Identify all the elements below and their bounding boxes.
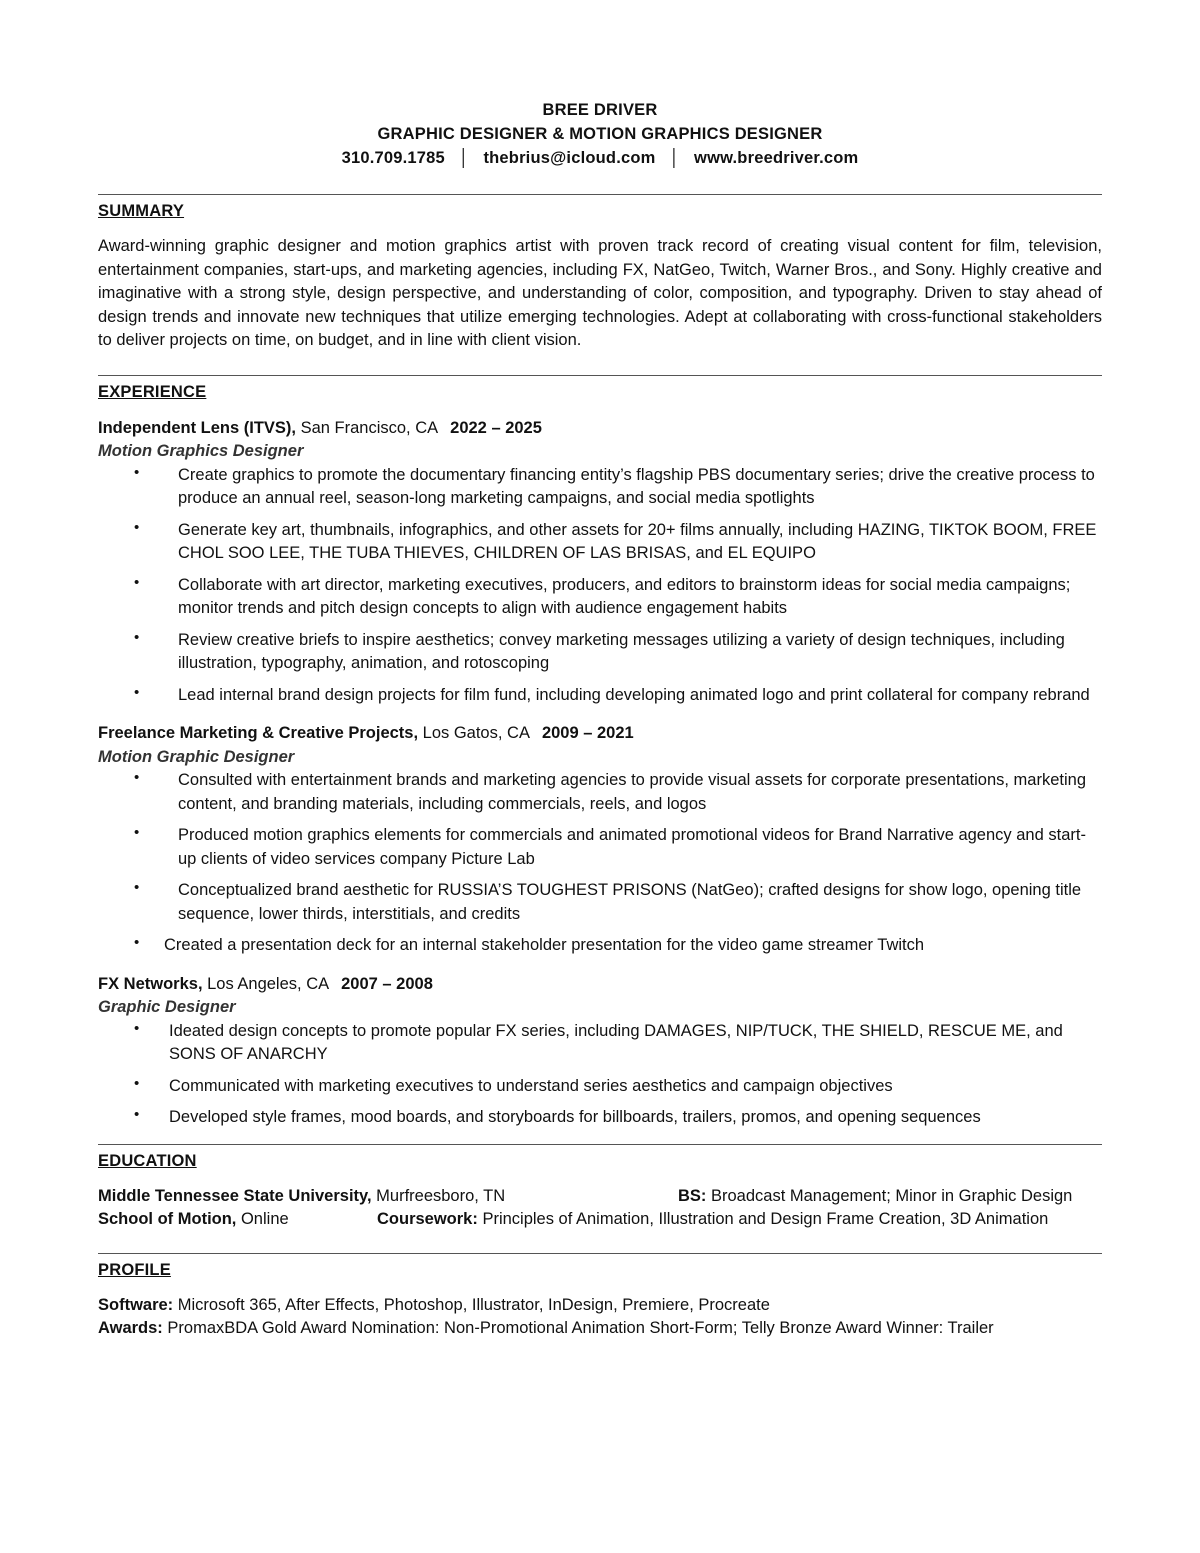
- software-list: Microsoft 365, After Effects, Photoshop, Illustrator, InDesign, Premiere, Procreate: [173, 1295, 770, 1314]
- summary-section: [98, 194, 1102, 353]
- job-dates: 2007 – 2008: [341, 974, 433, 993]
- phone-number: 310.709.1785: [341, 149, 445, 167]
- experience-section: [98, 375, 1102, 1130]
- job-entry: [98, 722, 1102, 958]
- section-heading-education: EDUCATION: [98, 1151, 197, 1170]
- job-bullet: • Communicated with marketing executives to understand series aesthetics and campaign objectives: [98, 1075, 1102, 1099]
- job-dates: 2022 – 2025: [450, 418, 542, 437]
- job-header: [98, 973, 1102, 997]
- job-bullet-list: [98, 769, 1102, 958]
- resume-page: [98, 98, 1102, 1341]
- education-section: [98, 1144, 1102, 1232]
- software-label: Software:: [98, 1295, 174, 1314]
- job-org: FX Networks,: [98, 974, 203, 993]
- job-bullet: • Conceptualized brand aesthetic for RUSSIA’S TOUGHEST PRISONS (NatGeo); crafted designs for show logo, opening title sequence, lower thirds, interstitials, and credits: [98, 879, 1102, 926]
- section-divider: [98, 1144, 1102, 1145]
- website-url: www.breedriver.com: [694, 149, 859, 167]
- education-list: [98, 1185, 1102, 1232]
- job-dates: 2009 – 2021: [541, 724, 634, 742]
- awards-list: PromaxBDA Gold Award Nomination: Non-Promotional Animation Short-Form; Telly Bronze Award Winner: Trailer: [162, 1319, 994, 1337]
- job-bullet: • Consulted with entertainment brands and marketing agencies to provide visual assets for corporate presentations, marketing content, and branding materials, including commercials, reels, and logos: [98, 769, 1102, 816]
- school-location: Online: [236, 1210, 289, 1228]
- section-heading-profile: PROFILE: [98, 1260, 171, 1279]
- job-bullet: • Review creative briefs to inspire aesthetics; convey marketing messages utilizing a variety of design techniques, including illustration, typography, animation, and rotoscoping: [98, 629, 1102, 676]
- education-row: [98, 1185, 1102, 1209]
- job-title: Motion Graphics Designer: [98, 442, 304, 460]
- job-bullet: • Created a presentation deck for an internal stakeholder presentation for the video game streamer Twitch: [98, 934, 1102, 958]
- school-name: Middle Tennessee State University,: [98, 1186, 372, 1205]
- contact-line: [98, 146, 1102, 170]
- software-row: [98, 1294, 1102, 1318]
- coursework-label: Coursework:: [377, 1210, 478, 1228]
- job-entry: [98, 417, 1102, 708]
- job-location: Los Gatos, CA: [418, 724, 530, 742]
- coursework-info: [377, 1208, 1048, 1232]
- job-header: [98, 417, 1102, 441]
- email-address: thebrius@icloud.com: [483, 149, 656, 167]
- contact-separator: │: [458, 149, 470, 167]
- section-divider: [98, 194, 1102, 195]
- candidate-name: BREE DRIVER: [542, 101, 658, 119]
- awards-label: Awards:: [98, 1319, 163, 1337]
- candidate-title: GRAPHIC DESIGNER & MOTION GRAPHICS DESIGNER: [377, 125, 823, 143]
- job-bullet: • Lead internal brand design projects for film fund, including developing animated logo and print collateral for company rebrand: [98, 684, 1102, 708]
- profile-section: [98, 1253, 1102, 1341]
- job-org: Freelance Marketing & Creative Projects,: [98, 724, 419, 742]
- job-bullet: • Produced motion graphics elements for commercials and animated promotional videos for Brand Narrative agency and start-up clients of video services company Picture Lab: [98, 824, 1102, 871]
- section-heading-experience: EXPERIENCE: [98, 382, 207, 401]
- school-location: Murfreesboro, TN: [371, 1186, 506, 1205]
- job-bullet: • Ideated design concepts to promote popular FX series, including DAMAGES, NIP/TUCK, THE SHIELD, RESCUE ME, and SONS OF ANARCHY: [98, 1020, 1102, 1067]
- job-bullet: • Developed style frames, mood boards, and storyboards for billboards, trailers, promos, and opening sequences: [98, 1106, 1102, 1130]
- degree-info: [678, 1185, 1072, 1209]
- job-location: San Francisco, CA: [296, 418, 439, 437]
- job-title: Motion Graphic Designer: [98, 747, 295, 766]
- summary-paragraph: Award-winning graphic designer and motion graphics artist with proven track record of creating visual content for film, television, entertainment companies, start-ups, and marketing agencies, including FX, NatGeo, Twitch, Warner Bros., and Sony. Highly creative and imaginative with a strong style, design perspective, and understanding of color, composition, and typography. Driven to stay ahead of design trends and innovate new techniques that utilize emerging technologies. Adept at collaborating with cross-functional stakeholders to deliver projects on time, on budget, and in line with client vision.: [98, 237, 1102, 349]
- job-entry: [98, 973, 1102, 1130]
- section-heading-summary: SUMMARY: [98, 202, 185, 220]
- profile-list: [98, 1294, 1102, 1341]
- degree-label: BS:: [678, 1186, 707, 1205]
- job-bullet-list: [98, 464, 1102, 708]
- job-org: Independent Lens (ITVS),: [98, 418, 297, 437]
- job-bullet-list: [98, 1020, 1102, 1130]
- job-bullet: • Create graphics to promote the documentary financing entity’s flagship PBS documentary series; drive the creative process to produce an annual reel, season-long marketing campaigns, and social media spotlights: [98, 464, 1102, 511]
- education-row: [98, 1208, 1102, 1232]
- section-divider: [98, 375, 1102, 376]
- job-title: Graphic Designer: [98, 998, 236, 1016]
- job-bullet: • Collaborate with art director, marketing executives, producers, and editors to brainstorm ideas for social media campaigns; monitor trends and pitch design concepts to align with audience engagement habits: [98, 574, 1102, 621]
- degree-detail: Broadcast Management; Minor in Graphic Design: [706, 1186, 1073, 1205]
- school-name: School of Motion,: [98, 1210, 237, 1228]
- awards-row: [98, 1317, 1102, 1341]
- resume-header: [98, 98, 1102, 170]
- section-divider: [98, 1253, 1102, 1254]
- coursework-detail: Principles of Animation, Illustration and Design Frame Creation, 3D Animation: [477, 1210, 1049, 1228]
- job-location: Los Angeles, CA: [202, 974, 330, 993]
- job-header: [98, 722, 1102, 746]
- contact-separator: │: [669, 149, 681, 167]
- job-bullet: • Generate key art, thumbnails, infographics, and other assets for 20+ films annually, including HAZING, TIKTOK BOOM, FREE CHOL SOO LEE, THE TUBA THIEVES, CHILDREN OF LAS BRISAS, and EL EQUIPO: [98, 519, 1102, 566]
